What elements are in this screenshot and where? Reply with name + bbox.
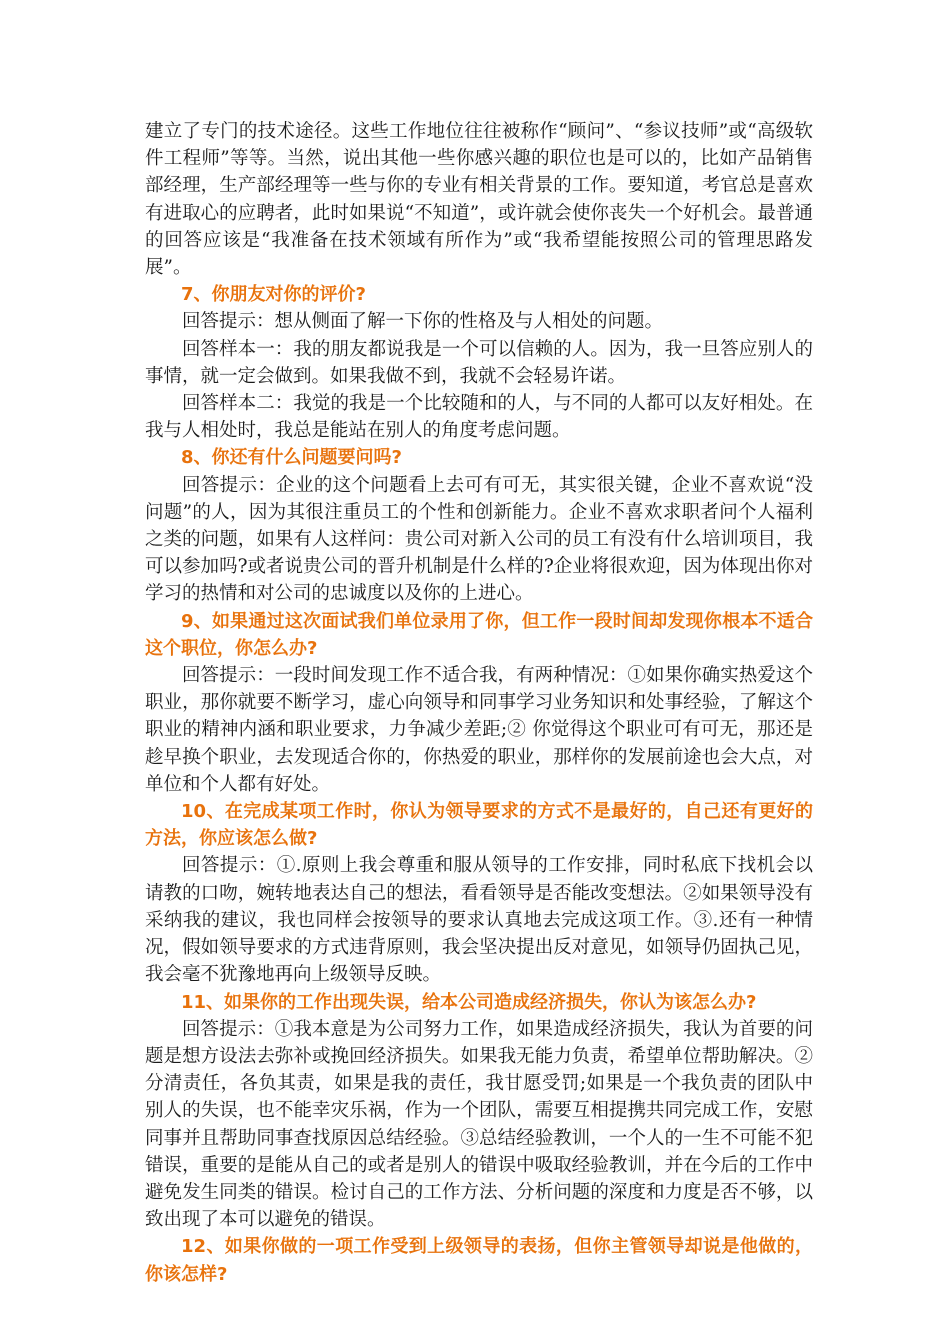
section-heading: 11、如果你的工作出现失误，给本公司造成经济损失，你认为该怎么办? bbox=[181, 991, 757, 1013]
section-heading: 9、如果通过这次面试我们单位录用了你，但工作一段时间却发现你根本不适合这个职位，你怎么办? bbox=[145, 610, 813, 659]
section-11 bbox=[145, 989, 813, 1234]
section-8 bbox=[145, 444, 813, 607]
section-10 bbox=[145, 798, 813, 988]
section-heading: 8、你还有什么问题要问吗? bbox=[181, 447, 402, 469]
answer-paragraph: 回答提示：一段时间发现工作不适合我，有两种情况：①如果你确实热爱这个职业，那你就要不断学习，虚心向领导和同事学习业务知识和处事经验，了解这个职业的精神内涵和职业要求，力争减少差距;② 你觉得这个职业可有可无，那还是趁早换个职业，去发现适合你的，你热爱的职业，那样你的发展前途也会大点，对单位和个人都有好处。 bbox=[145, 665, 813, 795]
answer-paragraph: 回答提示：企业的这个问题看上去可有可无，其实很关键，企业不喜欢说“没问题”的人，因为其很注重员工的个性和创新能力。企业不喜欢求职者问个人福利之类的问题，如果有人这样问：贵公司对新入公司的员工有没有什么培训项目，我可以参加吗?或者说贵公司的晋升机制是什么样的?企业将很欢迎，因为体现出你对学习的热情和对公司的忠诚度以及你的上进心。 bbox=[145, 474, 813, 605]
answer-paragraph: 回答样本一：我的朋友都说我是一个可以信赖的人。因为，我一旦答应别人的事情，就一定会做到。如果我做不到，我就不会轻易许诺。 bbox=[145, 338, 813, 387]
document-page bbox=[145, 118, 813, 1288]
section-9 bbox=[145, 608, 813, 798]
section-heading: 10、在完成某项工作时，你认为领导要求的方式不是最好的，自己还有更好的方法，你应该怎么做? bbox=[145, 801, 813, 850]
section-heading: 7、你朋友对你的评价? bbox=[181, 284, 366, 306]
answer-paragraph: 回答提示：①.原则上我会尊重和服从领导的工作安排，同时私底下找机会以请教的口吻，婉转地表达自己的想法，看看领导是否能改变想法。②如果领导没有采纳我的建议，我也同样会按领导的要求认真地去完成这项工作。③.还有一种情况，假如领导要求的方式违背原则，我会坚决提出反对意见，如领导仍固执己见，我会毫不犹豫地再向上级领导反映。 bbox=[145, 855, 813, 986]
section-12 bbox=[145, 1233, 813, 1287]
section-heading: 12、如果你做的一项工作受到上级领导的表扬，但你主管领导却说是他做的，你该怎样? bbox=[145, 1236, 813, 1285]
section-7 bbox=[145, 281, 813, 444]
answer-paragraph: 回答提示：①我本意是为公司努力工作，如果造成经济损失，我认为首要的问题是想方设法去弥补或挽回经济损失。如果我无能力负责，希望单位帮助解决。②分清责任，各负其责，如果是我的责任，我甘愿受罚;如果是一个我负责的团队中别人的失误，也不能幸灾乐祸，作为一个团队，需要互相提携共同完成工作，安慰同事并且帮助同事查找原因总结经验。③总结经验教训，一个人的一生不可能不犯错误，重要的是能从自己的或者是别人的错误中吸取经验教训，并在今后的工作中避免发生同类的错误。检讨自己的工作方法、分析问题的深度和力度是否不够，以致出现了本可以避免的错误。 bbox=[145, 1018, 813, 1231]
intro-paragraph: 建立了专门的技术途径。这些工作地位往往被称作“顾问”、“参议技师”或“高级软件工程师”等等。当然，说出其他一些你感兴趣的职位也是可以的，比如产品销售部经理，生产部经理等一些与你的专业有相关背景的工作。要知道，考官总是喜欢有进取心的应聘者，此时如果说“不知道”，或许就会使你丧失一个好机会。最普通的回答应该是“我准备在技术领域有所作为”或“我希望能按照公司的管理思路发展”。 bbox=[145, 121, 813, 279]
answer-paragraph: 回答样本二：我觉的我是一个比较随和的人，与不同的人都可以友好相处。在我与人相处时，我总是能站在别人的角度考虑问题。 bbox=[145, 393, 813, 442]
answer-paragraph: 回答提示：想从侧面了解一下你的性格及与人相处的问题。 bbox=[182, 311, 664, 333]
